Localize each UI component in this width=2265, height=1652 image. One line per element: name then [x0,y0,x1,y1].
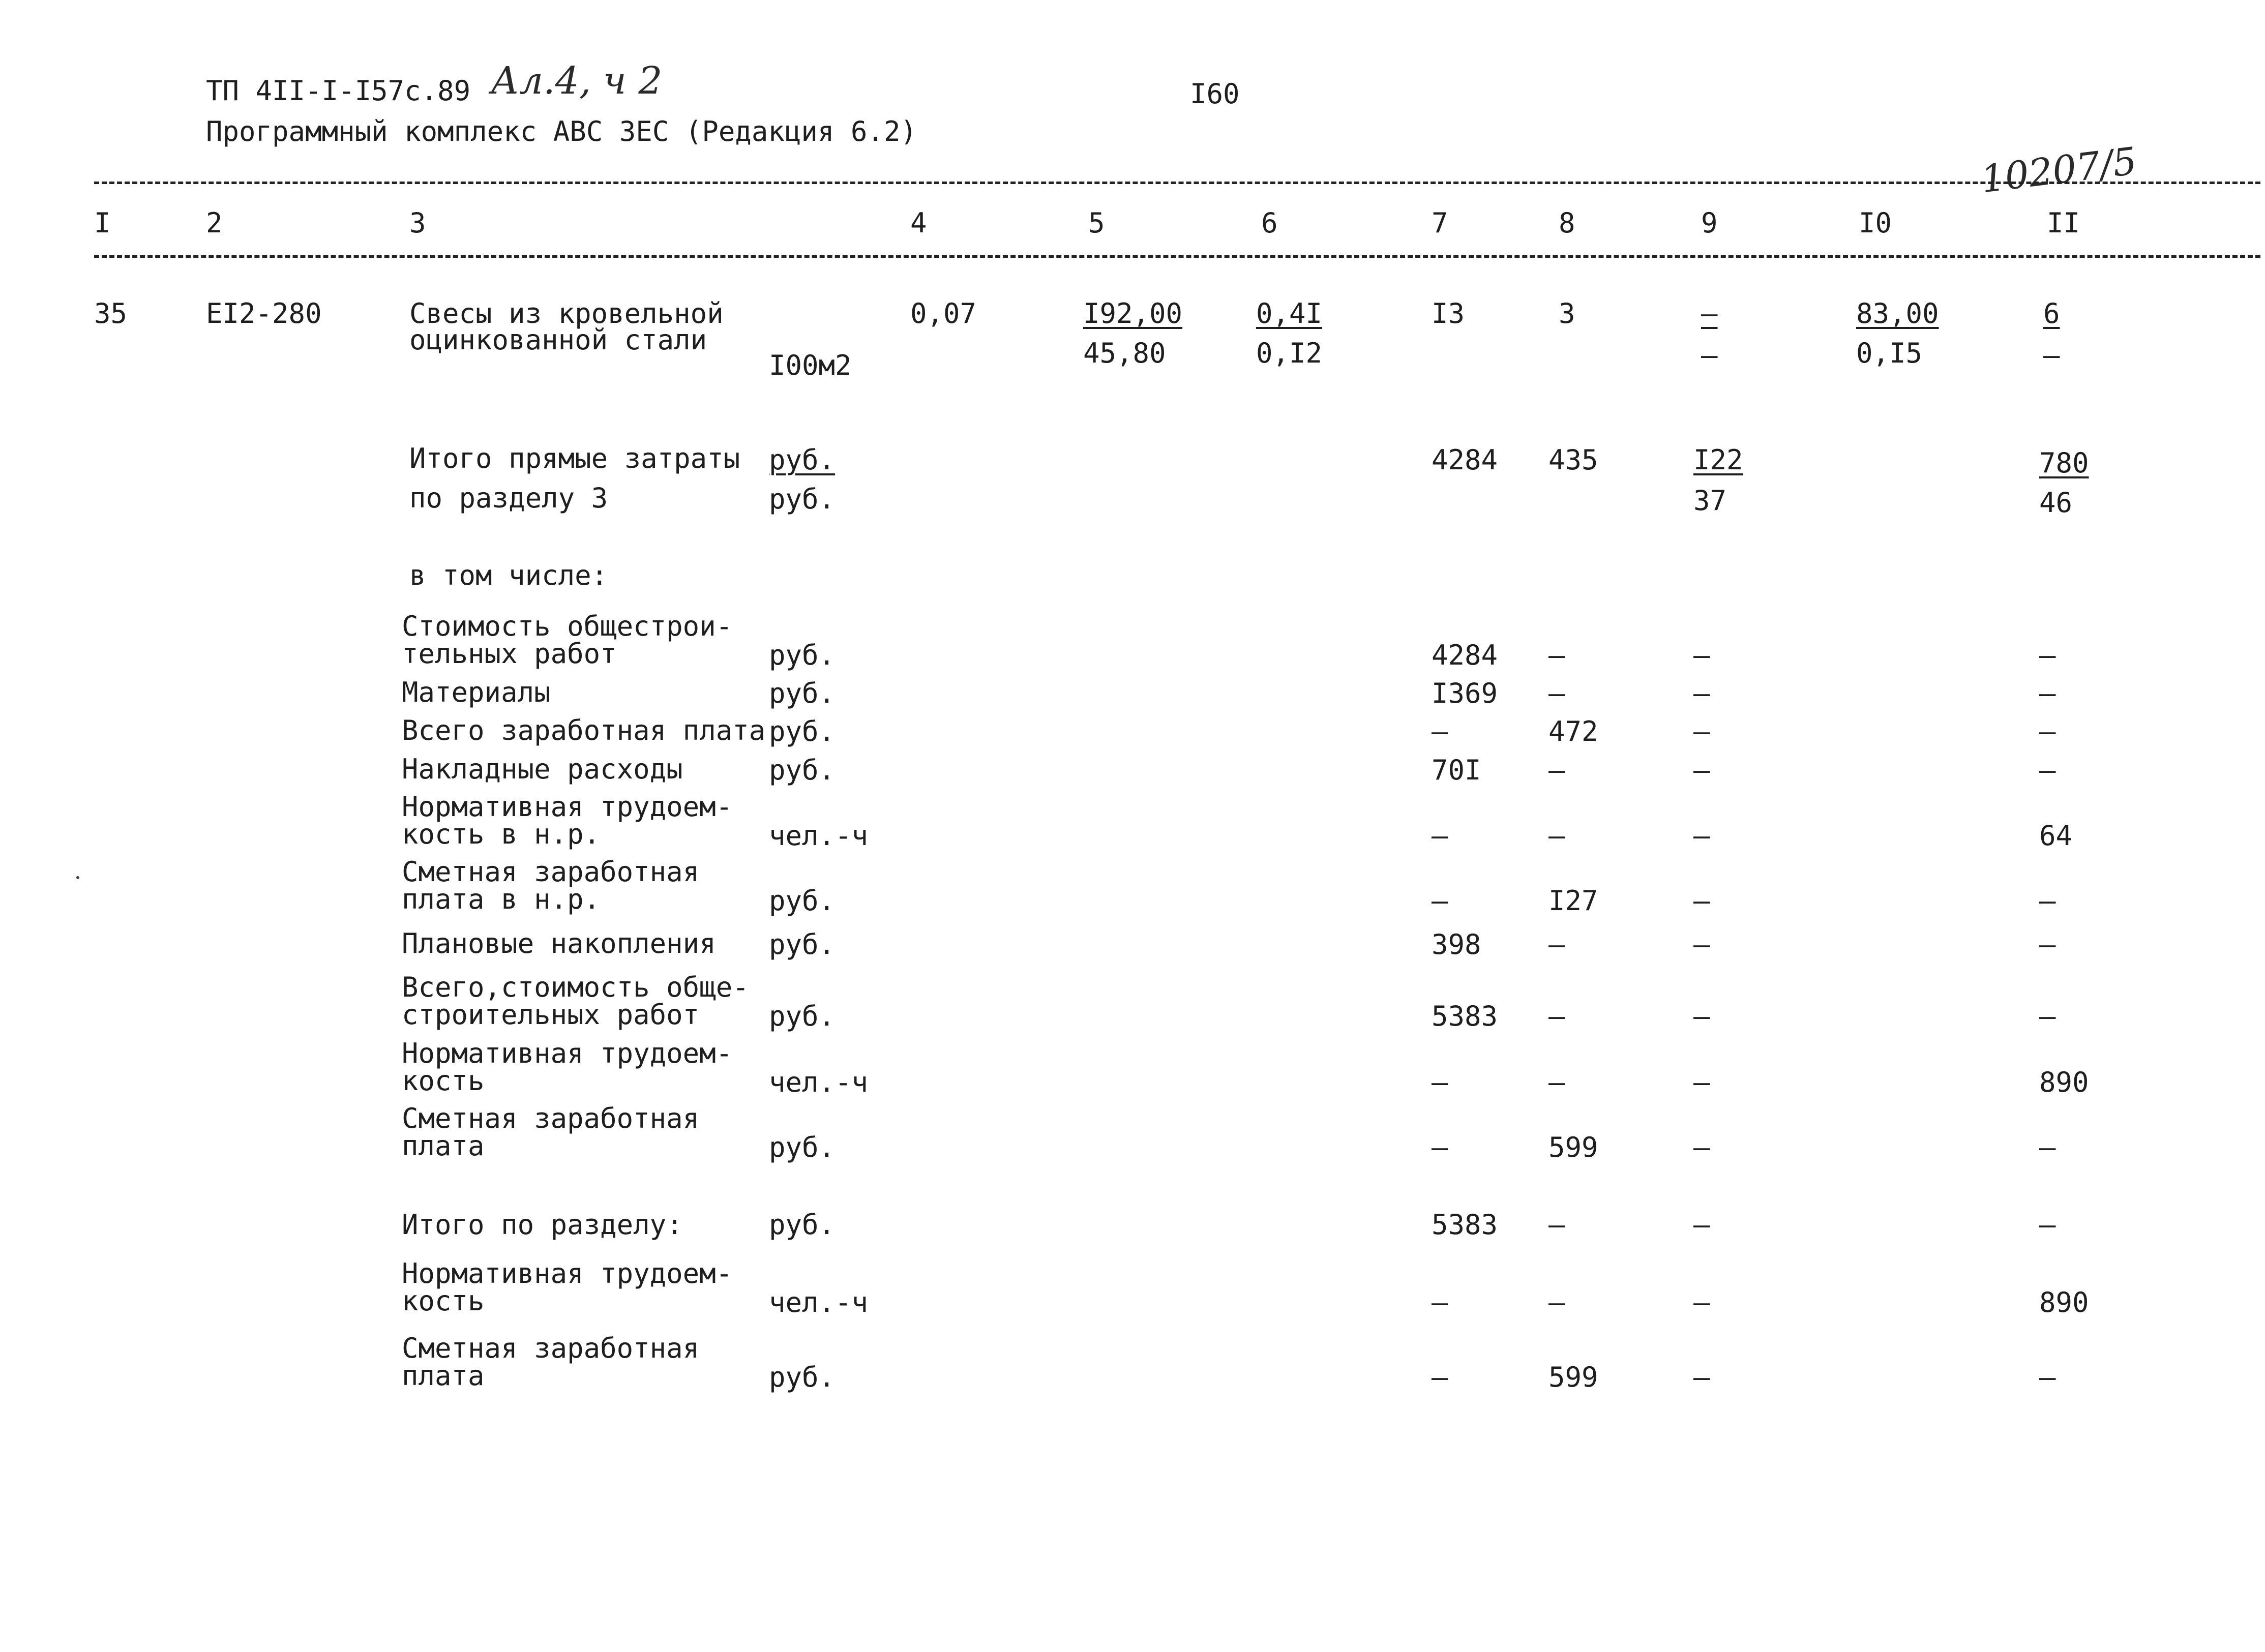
row-unit: руб. [769,1361,836,1393]
row-c8: – [1548,1209,1565,1241]
item-c9-bottom: – [1701,339,1718,371]
row-unit: руб. [769,885,836,917]
row-c9: – [1693,1361,1710,1393]
row-c8: 472 [1548,715,1598,747]
handwritten-ref: 10207/5 [1978,139,2139,202]
row-c9: – [1693,677,1710,709]
row-label: Нормативная трудоем- кость [402,1257,733,1317]
row-c7: – [1432,885,1448,917]
row-c11: – [2039,1209,2056,1241]
row-label: Сметная заработная плата [402,1102,700,1162]
row-c9: – [1693,1286,1710,1318]
column-number: II [2047,207,2080,239]
row-label: Нормативная трудоем- кость [402,1037,733,1097]
row-label: Нормативная трудоем- кость в н.р. [402,791,733,850]
direct-costs-label-line1: Итого прямые затраты [409,442,740,474]
row-c7: – [1432,1361,1448,1393]
item-c6-top: 0,4I [1256,297,1323,329]
row-unit: руб. [769,1209,836,1241]
column-number: 4 [910,207,927,239]
row-unit: чел.-ч [769,1066,869,1098]
row-unit: руб. [769,639,836,671]
row-c11: – [2039,715,2056,747]
item-unit: I00м2 [769,349,852,381]
item-c5-top: I92,00 [1083,297,1183,329]
row-c7: I369 [1432,677,1498,709]
row-c7: – [1432,1131,1448,1163]
row-c8: 599 [1548,1131,1598,1163]
row-c11: – [2039,677,2056,709]
row-c7: 398 [1432,928,1481,960]
row-c11: – [2039,1361,2056,1393]
column-number: 3 [409,207,426,239]
item-c9-top: – [1701,297,1718,329]
row-label: Материалы [402,676,551,708]
row-unit: чел.-ч [769,1286,869,1318]
row-c8: – [1548,639,1565,671]
row-c8: I27 [1548,885,1598,917]
column-number: I0 [1859,207,1892,239]
direct-costs-c7: 4284 [1432,444,1498,476]
row-c9: – [1693,885,1710,917]
row-unit: руб. [769,754,836,786]
row-unit: чел.-ч [769,820,869,852]
row-c8: – [1548,754,1565,786]
row-c11: – [2039,928,2056,960]
row-unit: руб. [769,677,836,709]
item-c11-top: 6 [2043,297,2060,329]
row-label: Стоимость общестрои- тельных работ [402,610,733,670]
row-label: Итого по разделу: [402,1209,683,1241]
row-c9: – [1693,928,1710,960]
row-label: Всего заработная плата [402,714,766,746]
row-c7: 4284 [1432,639,1498,671]
doc-code: ТП 4II-I-I57с.89 [206,75,471,107]
direct-costs-unit2: руб. [769,483,836,515]
handwritten-note: Ал.4, ч 2 [491,59,663,103]
row-c8: – [1548,928,1565,960]
row-c9: – [1693,1000,1710,1032]
item-c11-bottom: – [2043,339,2060,371]
row-unit: руб. [769,1000,836,1032]
item-c8: 3 [1559,297,1575,329]
column-number: I [94,207,111,239]
row-c11: – [2039,1000,2056,1032]
row-c11: 890 [2039,1286,2089,1318]
row-c8: – [1548,1066,1565,1098]
row-unit: руб. [769,928,836,960]
item-quantity: 0,07 [910,297,977,329]
row-c9: – [1693,754,1710,786]
row-c7: 70I [1432,754,1481,786]
row-c8: 599 [1548,1361,1598,1393]
item-name-line1: Свесы из кровельной [409,297,724,329]
item-name-line2: оцинкованной стали [409,324,707,356]
row-c9: – [1693,1066,1710,1098]
direct-costs-c11-bottom: 46 [2039,487,2073,519]
row-unit: руб. [769,1131,836,1163]
row-c11: – [2039,1131,2056,1163]
row-c11: – [2039,639,2056,671]
row-c9: – [1693,820,1710,852]
row-c11: – [2039,885,2056,917]
row-c7: – [1432,1286,1448,1318]
column-number: 5 [1088,207,1105,239]
direct-costs-c9-bottom: 37 [1693,485,1727,517]
row-c8: – [1548,1000,1565,1032]
row-c8: – [1548,820,1565,852]
row-c9: – [1693,1131,1710,1163]
direct-costs-c9-top: I22 [1693,444,1743,476]
row-label: Плановые накопления [402,927,716,959]
page-number: I60 [1190,78,1240,110]
row-label: Сметная заработная плата [402,1332,700,1392]
item-c7: I3 [1432,297,1465,329]
row-c8: – [1548,1286,1565,1318]
item-c10-bottom: 0,I5 [1856,337,1923,369]
row-c11: 890 [2039,1066,2089,1098]
row-c9: – [1693,715,1710,747]
row-c8: – [1548,677,1565,709]
item-c10-top: 83,00 [1856,297,1939,329]
row-c9: – [1693,1209,1710,1241]
column-number: 8 [1559,207,1575,239]
row-label: Сметная заработная плата в н.р. [402,856,700,915]
item-code: EI2-280 [206,297,322,329]
direct-costs-label-line2: по разделу 3 [409,482,608,514]
direct-costs-c11-top: 780 [2039,447,2089,479]
column-number: 6 [1261,207,1278,239]
row-c7: – [1432,715,1448,747]
direct-costs-c8: 435 [1548,444,1598,476]
item-c5-bottom: 45,80 [1083,337,1166,369]
program-title: Программный комплекс АВС ЗЕС (Редакция 6.2) [206,115,917,147]
direct-costs-unit1: руб. [769,444,836,476]
row-label: Накладные расходы [402,753,683,785]
row-c11: 64 [2039,820,2073,852]
row-c7: – [1432,1066,1448,1098]
row-c7: 5383 [1432,1000,1498,1032]
column-number: 7 [1432,207,1448,239]
including-label: в том числе: [409,559,608,591]
item-number: 35 [94,297,128,329]
row-label: Всего,стоимость обще- строительных работ [402,971,749,1031]
row-c7: 5383 [1432,1209,1498,1241]
row-c7: – [1432,820,1448,852]
row-c11: – [2039,754,2056,786]
column-number: 2 [206,207,223,239]
row-c9: – [1693,639,1710,671]
column-number: 9 [1701,207,1718,239]
item-c6-bottom: 0,I2 [1256,337,1323,369]
row-unit: руб. [769,715,836,747]
